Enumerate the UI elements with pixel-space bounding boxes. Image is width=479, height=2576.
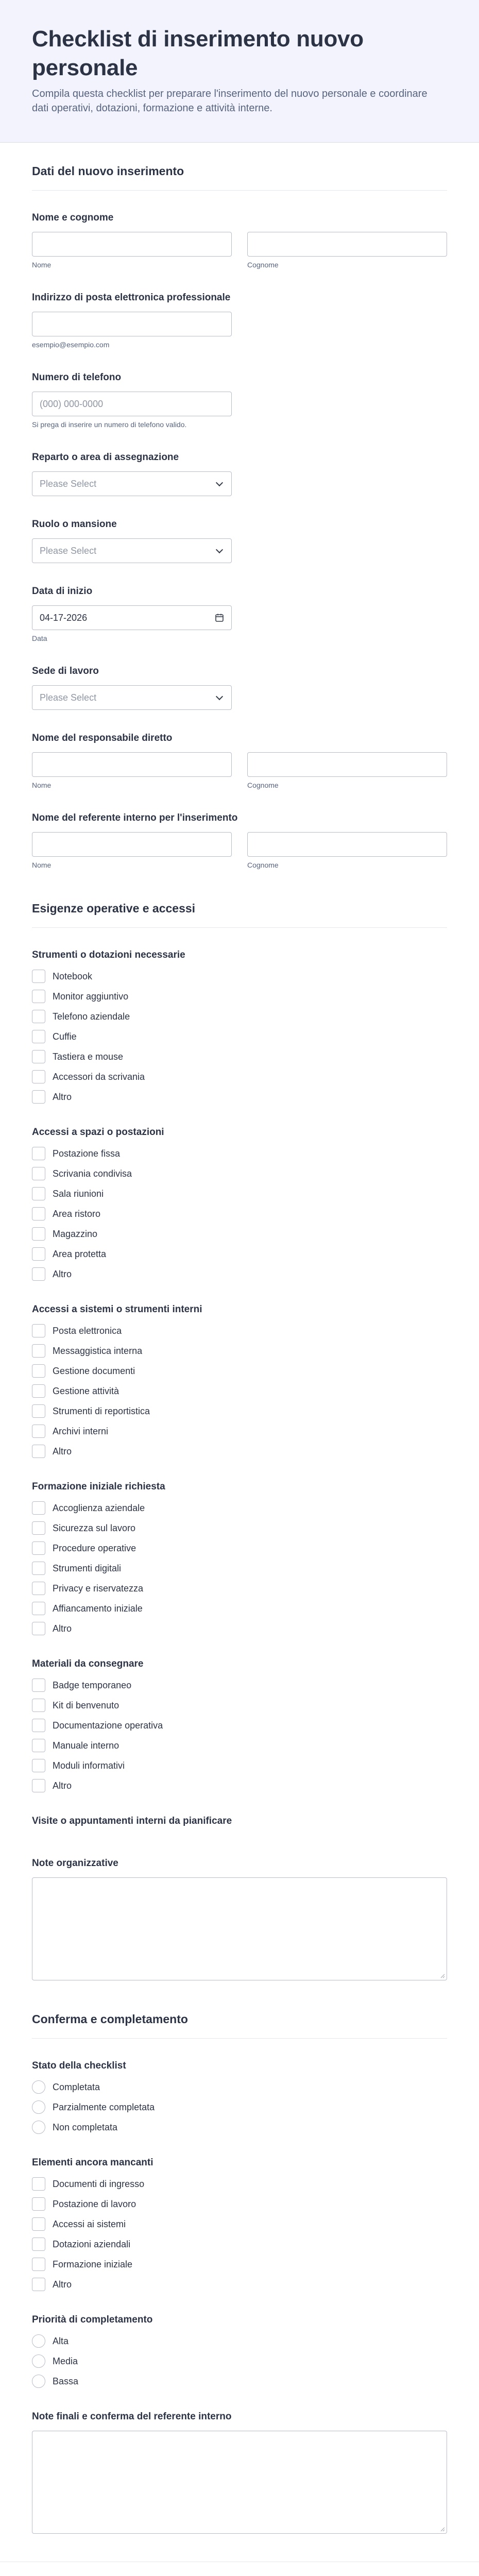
- radio-button[interactable]: [32, 2100, 45, 2114]
- field-label: Accessi a sistemi o strumenti interni: [32, 1304, 202, 1315]
- checkbox-option[interactable]: [32, 2177, 447, 2191]
- start-date-field: [32, 573, 447, 653]
- manager-first-name-input[interactable]: [32, 752, 232, 777]
- systems-checkbox-list: [32, 1324, 447, 1459]
- option-label: Magazzino: [53, 1229, 98, 1239]
- option-label: Dotazioni aziendali: [53, 2239, 131, 2249]
- option-label: Accoglienza aziendale: [53, 1503, 145, 1513]
- option-label: Completata: [53, 2082, 100, 2092]
- status-radio-list: [32, 2080, 447, 2134]
- option-label: Non completata: [53, 2122, 118, 2132]
- checkbox-option[interactable]: [32, 1049, 447, 1064]
- checkbox[interactable]: [32, 1247, 45, 1261]
- checkbox-option[interactable]: [32, 2197, 447, 2211]
- field-label: Data di inizio: [32, 586, 93, 597]
- checkbox[interactable]: [32, 2217, 45, 2231]
- radio-button[interactable]: [32, 2354, 45, 2368]
- notes-field: [32, 1845, 447, 1991]
- option-label: Altro: [53, 1781, 72, 1791]
- form-title: Checklist di inserimento nuovo personale: [32, 26, 364, 80]
- option-label: Documenti di ingresso: [53, 2179, 145, 2189]
- radio-option[interactable]: [32, 2334, 447, 2348]
- form-footer: [0, 2562, 479, 2576]
- option-label: Altro: [53, 1092, 72, 1102]
- checkbox[interactable]: [32, 2278, 45, 2291]
- radio-button[interactable]: [32, 2334, 45, 2348]
- option-label: Postazione fissa: [53, 1148, 121, 1159]
- option-label: Altro: [53, 1446, 72, 1456]
- department-field: [32, 439, 447, 506]
- start-date-input[interactable]: [32, 605, 232, 630]
- field-label: Elementi ancora mancanti: [32, 2157, 153, 2168]
- option-label: Accessori da scrivania: [53, 1072, 145, 1082]
- option-label: Gestione documenti: [53, 1366, 135, 1376]
- role-field: [32, 506, 447, 573]
- checkbox[interactable]: [32, 1582, 45, 1595]
- checkbox[interactable]: [32, 990, 45, 1003]
- systems-field: [32, 1292, 447, 1469]
- checkbox[interactable]: [32, 1267, 45, 1281]
- checkbox-option[interactable]: [32, 1581, 447, 1596]
- checkbox[interactable]: [32, 970, 45, 983]
- field-label: Note organizzative: [32, 1858, 118, 1869]
- section-header-new-hire: [32, 143, 447, 191]
- checkbox-option[interactable]: [32, 1324, 447, 1338]
- checkbox-option[interactable]: [32, 1424, 447, 1438]
- option-label: Formazione iniziale: [53, 2259, 133, 2269]
- radio-option[interactable]: [32, 2080, 447, 2094]
- option-label: Sala riunioni: [53, 1189, 104, 1199]
- first-name-sublabel: Nome: [32, 261, 52, 269]
- checkbox-option[interactable]: [32, 1070, 447, 1084]
- checkbox-option[interactable]: [32, 2237, 447, 2251]
- checkbox-option[interactable]: [32, 1621, 447, 1636]
- option-label: Messaggistica interna: [53, 1346, 143, 1356]
- calendar-icon[interactable]: [215, 613, 224, 622]
- section-title: Conferma e completamento: [32, 2012, 188, 2026]
- field-label: Materiali da consegnare: [32, 1658, 144, 1669]
- checkbox-option[interactable]: [32, 1247, 447, 1261]
- option-label: Moduli informativi: [53, 1760, 125, 1771]
- radio-button[interactable]: [32, 2121, 45, 2134]
- checkbox[interactable]: [32, 1779, 45, 1792]
- checkbox[interactable]: [32, 1227, 45, 1241]
- checkbox-option[interactable]: [32, 1738, 447, 1753]
- checkbox[interactable]: [32, 1167, 45, 1180]
- materials-field: [32, 1646, 447, 1803]
- field-label: Indirizzo di posta elettronica professionale: [32, 292, 231, 303]
- field-label: Priorità di completamento: [32, 2314, 153, 2325]
- field-label: Formazione iniziale richiesta: [32, 1481, 165, 1492]
- checkbox[interactable]: [32, 1187, 45, 1200]
- option-label: Notebook: [53, 971, 93, 981]
- option-label: Monitor aggiuntivo: [53, 991, 129, 1002]
- chevron-down-icon: [216, 479, 223, 486]
- checkbox[interactable]: [32, 1425, 45, 1438]
- referent-first-name-input[interactable]: [32, 832, 232, 857]
- final-notes-field: [32, 2399, 447, 2544]
- radio-button[interactable]: [32, 2375, 45, 2388]
- materials-checkbox-list: [32, 1678, 447, 1793]
- option-label: Altro: [53, 1269, 72, 1279]
- workplace-select[interactable]: [32, 685, 232, 710]
- radio-option[interactable]: [32, 2354, 447, 2368]
- checkbox[interactable]: [32, 1521, 45, 1535]
- email-sublabel: esempio@esempio.com: [32, 341, 110, 349]
- field-label: Numero di telefono: [32, 372, 122, 383]
- checkbox-option[interactable]: [32, 1029, 447, 1044]
- checkbox[interactable]: [32, 2258, 45, 2271]
- checkbox[interactable]: [32, 1739, 45, 1752]
- checkbox[interactable]: [32, 1759, 45, 1772]
- first-name-input[interactable]: [32, 232, 232, 257]
- role-select[interactable]: [32, 538, 232, 563]
- option-label: Sicurezza sul lavoro: [53, 1523, 136, 1533]
- manager-last-name-input[interactable]: [247, 752, 447, 777]
- chevron-down-icon: [216, 692, 223, 700]
- checkbox-option[interactable]: [32, 1227, 447, 1241]
- checkbox[interactable]: [32, 1622, 45, 1635]
- form-subtitle: Compila questa checklist per preparare l'inserimento del nuovo personale e coordinare dati operativi, dotazioni, formazione e attività interne.: [32, 88, 427, 114]
- referent-last-name-input[interactable]: [247, 832, 447, 857]
- phone-field: [32, 360, 447, 439]
- last-name-sublabel: Cognome: [247, 781, 279, 789]
- resize-grip-icon[interactable]: [440, 1973, 445, 1978]
- checkbox-option[interactable]: [32, 1678, 447, 1692]
- checkbox-option[interactable]: [32, 2277, 447, 2292]
- field-label: Stato della checklist: [32, 2060, 126, 2071]
- option-label: Bassa: [53, 2376, 79, 2386]
- checkbox[interactable]: [32, 1010, 45, 1023]
- checkbox[interactable]: [32, 1207, 45, 1221]
- checkbox[interactable]: [32, 1050, 45, 1063]
- email-field: [32, 280, 447, 360]
- option-label: Parzialmente completata: [53, 2102, 155, 2112]
- option-label: Affiancamento iniziale: [53, 1603, 143, 1614]
- checkbox-option[interactable]: [32, 1364, 447, 1378]
- form-header: [0, 0, 479, 143]
- checkbox-option[interactable]: [32, 1166, 447, 1181]
- notes-textarea[interactable]: [32, 1877, 447, 1980]
- option-label: Strumenti digitali: [53, 1563, 122, 1573]
- option-label: Accessi ai sistemi: [53, 2219, 126, 2229]
- section-title: Esigenze operative e accessi: [32, 902, 196, 915]
- last-name-sublabel: Cognome: [247, 261, 279, 269]
- option-label: Media: [53, 2356, 78, 2366]
- option-label: Tastiera e mouse: [53, 1052, 124, 1062]
- checkbox-option[interactable]: [32, 1758, 447, 1773]
- field-label: Accessi a spazi o postazioni: [32, 1127, 164, 1138]
- spaces-field: [32, 1114, 447, 1292]
- checkbox-option[interactable]: [32, 1404, 447, 1418]
- radio-button[interactable]: [32, 2080, 45, 2094]
- checkbox[interactable]: [32, 1445, 45, 1458]
- checkbox[interactable]: [32, 2238, 45, 2251]
- checkbox[interactable]: [32, 1404, 45, 1418]
- first-name-sublabel: Nome: [32, 861, 52, 869]
- phone-input[interactable]: [32, 392, 232, 416]
- radio-option[interactable]: [32, 2100, 447, 2114]
- checkbox-option[interactable]: [32, 2257, 447, 2272]
- option-label: Privacy e riservatezza: [53, 1583, 144, 1594]
- checkbox-option[interactable]: [32, 1384, 447, 1398]
- select-value: Please Select: [40, 692, 97, 703]
- option-label: Altro: [53, 2279, 72, 2290]
- checkbox[interactable]: [32, 1541, 45, 1555]
- checkbox[interactable]: [32, 1147, 45, 1160]
- visits-field: [32, 1803, 447, 1845]
- checkbox[interactable]: [32, 1679, 45, 1692]
- status-field: [32, 2048, 447, 2145]
- checkbox-option[interactable]: [32, 1146, 447, 1161]
- checkbox-option[interactable]: [32, 1090, 447, 1104]
- option-label: Area ristoro: [53, 1209, 101, 1219]
- referent-name-field: [32, 800, 447, 880]
- checkbox-option[interactable]: [32, 1009, 447, 1024]
- training-field: [32, 1469, 447, 1646]
- option-label: Telefono aziendale: [53, 1011, 130, 1022]
- missing-checkbox-list: [32, 2177, 447, 2292]
- date-sublabel: Data: [32, 634, 47, 642]
- field-label: Note finali e conferma del referente interno: [32, 2411, 232, 2422]
- checkbox-option[interactable]: [32, 1718, 447, 1733]
- checkbox-option[interactable]: [32, 1207, 447, 1221]
- workplace-field: [32, 653, 447, 720]
- checkbox-option[interactable]: [32, 1444, 447, 1459]
- option-label: Documentazione operativa: [53, 1720, 163, 1731]
- last-name-sublabel: Cognome: [247, 861, 279, 869]
- field-label: Nome e cognome: [32, 212, 114, 223]
- option-label: Badge temporaneo: [53, 1680, 132, 1690]
- manager-name-field: [32, 720, 447, 800]
- checkbox[interactable]: [32, 1030, 45, 1043]
- checkbox[interactable]: [32, 1070, 45, 1083]
- option-label: Archivi interni: [53, 1426, 109, 1436]
- checkbox[interactable]: [32, 1562, 45, 1575]
- option-label: Strumenti di reportistica: [53, 1406, 150, 1416]
- form-content: [0, 143, 479, 2544]
- option-label: Posta elettronica: [53, 1326, 122, 1336]
- phone-placeholder: (000) 000-0000: [40, 398, 104, 409]
- checkbox-option[interactable]: [32, 1501, 447, 1515]
- checkbox[interactable]: [32, 1324, 45, 1337]
- field-label: Strumenti o dotazioni necessarie: [32, 950, 185, 960]
- field-label: Nome del responsabile diretto: [32, 733, 173, 743]
- department-select[interactable]: [32, 471, 232, 496]
- option-label: Gestione attività: [53, 1386, 119, 1396]
- resize-grip-icon[interactable]: [440, 2527, 445, 2532]
- checkbox-option[interactable]: [32, 1187, 447, 1201]
- select-value: Please Select: [40, 545, 97, 556]
- field-label: Nome del referente interno per l'inserimento: [32, 812, 238, 823]
- checkbox-option[interactable]: [32, 1344, 447, 1358]
- checkbox[interactable]: [32, 2177, 45, 2191]
- checkbox-option[interactable]: [32, 969, 447, 984]
- option-label: Cuffie: [53, 1031, 77, 1042]
- checkbox[interactable]: [32, 1384, 45, 1398]
- first-name-sublabel: Nome: [32, 781, 52, 789]
- section-header-operations: [32, 880, 447, 928]
- checkbox-option[interactable]: [32, 1521, 447, 1535]
- date-value: 04-17-2026: [40, 612, 88, 623]
- option-label: Scrivania condivisa: [53, 1168, 132, 1179]
- checkbox[interactable]: [32, 2197, 45, 2211]
- option-label: Manuale interno: [53, 1740, 119, 1751]
- option-label: Postazione di lavoro: [53, 2199, 136, 2209]
- tools-field: [32, 937, 447, 1114]
- checkbox[interactable]: [32, 1719, 45, 1732]
- tools-checkbox-list: [32, 969, 447, 1104]
- option-label: Area protetta: [53, 1249, 107, 1259]
- phone-sublabel: Si prega di inserire un numero di telefono valido.: [32, 420, 187, 429]
- checkbox-option[interactable]: [32, 1778, 447, 1793]
- option-label: Kit di benvenuto: [53, 1700, 119, 1710]
- field-label: Visite o appuntamenti interni da pianificare: [32, 1816, 232, 1826]
- checkbox[interactable]: [32, 1344, 45, 1358]
- checkbox[interactable]: [32, 1602, 45, 1615]
- email-input[interactable]: [32, 312, 232, 336]
- option-label: Alta: [53, 2336, 69, 2346]
- select-value: Please Select: [40, 478, 97, 489]
- checkbox[interactable]: [32, 1501, 45, 1515]
- checkbox-option[interactable]: [32, 1601, 447, 1616]
- checkbox[interactable]: [32, 1699, 45, 1712]
- option-label: Altro: [53, 1623, 72, 1634]
- checkbox[interactable]: [32, 1364, 45, 1378]
- field-label: Reparto o area di assegnazione: [32, 452, 179, 463]
- radio-option[interactable]: [32, 2374, 447, 2388]
- chevron-down-icon: [216, 546, 223, 553]
- field-label: Ruolo o mansione: [32, 519, 117, 530]
- missing-field: [32, 2145, 447, 2302]
- field-label: Sede di lavoro: [32, 666, 99, 676]
- priority-radio-list: [32, 2334, 447, 2388]
- spaces-checkbox-list: [32, 1146, 447, 1281]
- checkbox-option[interactable]: [32, 989, 447, 1004]
- checkbox-option[interactable]: [32, 2217, 447, 2231]
- radio-option[interactable]: [32, 2120, 447, 2134]
- section-header-confirmation: [32, 1991, 447, 2039]
- option-label: Procedure operative: [53, 1543, 136, 1553]
- training-checkbox-list: [32, 1501, 447, 1636]
- checkbox-option[interactable]: [32, 1561, 447, 1575]
- checkbox[interactable]: [32, 1090, 45, 1104]
- checkbox-option[interactable]: [32, 1267, 447, 1281]
- priority-field: [32, 2302, 447, 2399]
- section-title: Dati del nuovo inserimento: [32, 164, 184, 178]
- checkbox-option[interactable]: [32, 1541, 447, 1555]
- checkbox-option[interactable]: [32, 1698, 447, 1713]
- last-name-input[interactable]: [247, 232, 447, 257]
- full-name-field: [32, 200, 447, 280]
- final-notes-textarea[interactable]: [32, 2431, 447, 2534]
